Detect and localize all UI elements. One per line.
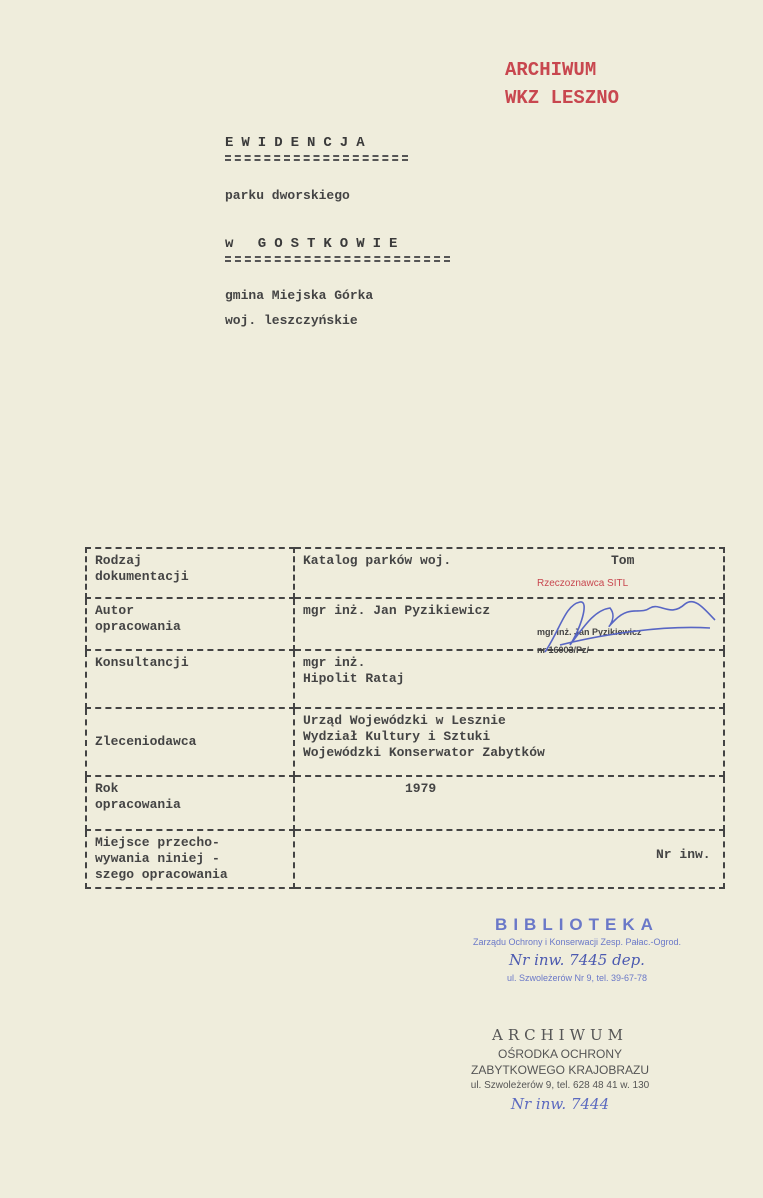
row-extra: Tom [611,553,635,568]
archive-stamp-address: ul. Szwoleżerów 9, tel. 628 48 41 w. 130 [470,1080,650,1091]
expert-stamp-line3: nr 16003/Pz/ [537,645,590,655]
row-label: Konsultancji [86,650,294,708]
archive-stamp [440,1026,680,1113]
stamp-line-1: ARCHIWUM [505,59,597,81]
archive-stamp-title: ARCHIWUM [491,1026,629,1044]
expert-stamp-line1: Rzeczoznawca SITL [537,578,629,589]
row-value-text: Katalog parków woj. [303,553,452,568]
table-row [86,776,724,830]
gmina-line: gmina Miejska Górka [225,288,374,303]
document-title: EWIDENCJA [225,135,373,151]
row-value: mgr inż. Hipolit Rataj [294,650,724,708]
library-stamp-address: ul. Szwoleżerów Nr 9, tel. 39-67-78 [506,973,648,983]
archive-stamp-line1: OŚRODKA OCHRONY [497,1047,623,1061]
row-label: Autor opracowania [86,598,294,650]
library-stamp-number: Nr inw. 7445 dep. [509,951,645,969]
archive-stamp-line2: ZABYTKOWEGO KRAJOBRAZU [470,1063,650,1077]
library-stamp [452,915,702,983]
place-name: w GOSTKOWIE [225,236,406,252]
title-underline [225,155,408,161]
woj-line: woj. leszczyńskie [225,313,358,328]
row-extra: Nr inw. [656,847,711,862]
row-value: Urząd Wojewódzki w Lesznie Wydział Kultury i Sztuki Wojewódzki Konserwator Zabytków [294,708,724,776]
library-stamp-title: BIBLIOTEKA [495,915,659,934]
row-label: Miejsce przecho- wywania niniej - szego opracowania [86,830,294,888]
document-subtitle: parku dworskiego [225,188,350,203]
library-stamp-subtitle: Zarządu Ochrony i Konserwacji Zesp. Pałac.-Ogrod. [472,937,682,947]
row-value [294,830,724,888]
handwritten-signature [540,590,720,665]
table-row [86,708,724,776]
table-row [86,830,724,888]
row-value: mgr inż. Jan Pyzikiewicz [294,598,724,650]
archive-stamp-inventory: Nr inw. 7444 [510,1095,610,1113]
row-value: 1979 [294,776,724,830]
place-underline [225,256,450,262]
archive-stamp-red [505,56,619,112]
row-label: Rodzaj dokumentacji [86,548,294,598]
row-label: Zleceniodawca [86,708,294,776]
row-label: Rok opracowania [86,776,294,830]
expert-stamp-line2: mgr inż. Jan Pyzikiewicz [537,627,642,637]
stamp-line-2: WKZ LESZNO [505,87,620,109]
